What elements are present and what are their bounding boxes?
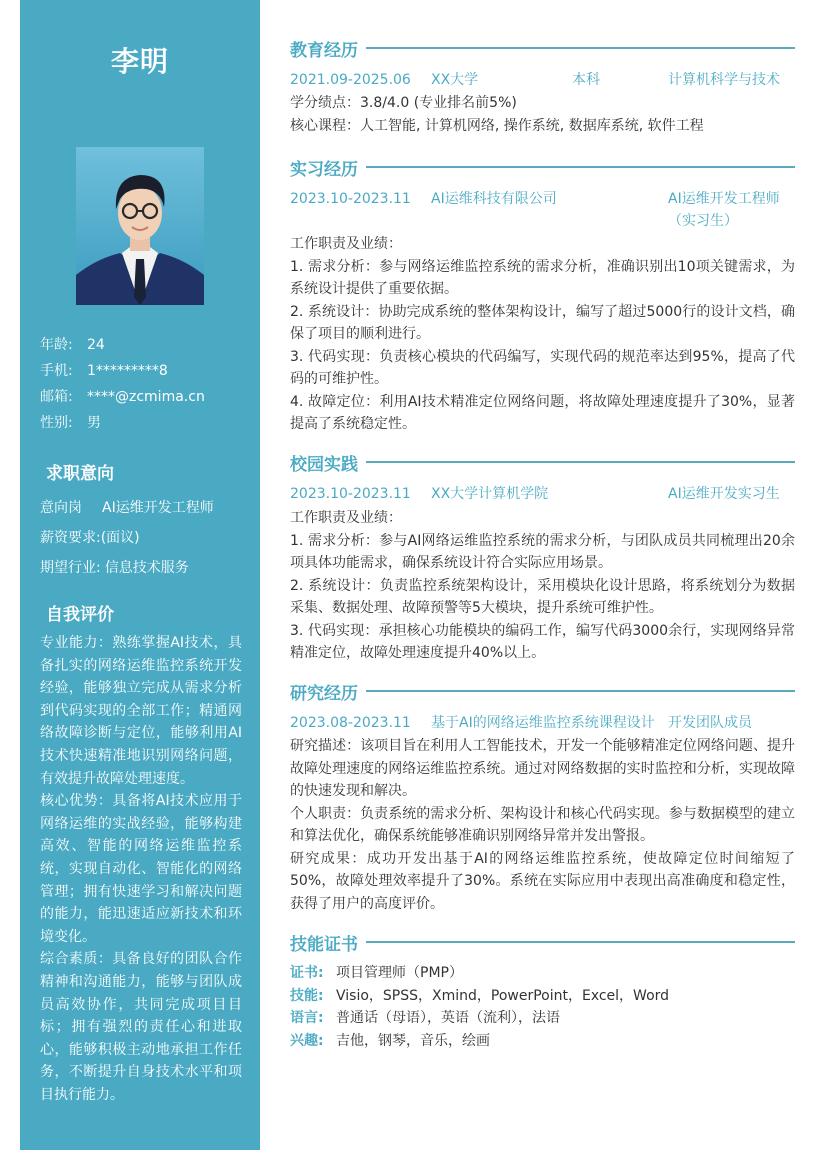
section-divider	[366, 166, 795, 168]
candidate-name: 李明	[110, 45, 169, 78]
campus-details	[290, 507, 795, 665]
campus-line: 1. 需求分析：参与AI网络运维监控系统的需求分析，与团队成员共同梳理出20余项具体功能需求，确保系统设计符合实际应用场景。	[290, 532, 795, 571]
skill-certificate	[290, 962, 795, 985]
skill-languages	[290, 1007, 795, 1030]
intern-role: AI运维开发工程师	[668, 191, 780, 207]
campus-meta	[290, 483, 795, 505]
intern-line: 工作职责及业绩：	[290, 236, 402, 252]
portrait-photo	[76, 147, 204, 305]
info-age	[40, 334, 205, 360]
skill-interests	[290, 1030, 795, 1053]
edu-date: 2021.09-2025.06	[290, 72, 411, 88]
self-eval-paragraph: 综合素质：具备良好的团队合作精神和沟通能力，能够与团队成员高效协作，共同完成项目目标；拥有强烈的责任心和进取心，能够积极主动地承担工作任务，不断提升自身技术水平和项目执行能力。	[40, 951, 242, 1103]
skill-value: 普通话（母语），英语（流利），法语	[336, 1010, 560, 1026]
section-campus	[290, 450, 795, 474]
section-title: 校园实践	[290, 454, 358, 475]
intern-line: 4. 故障定位：利用AI技术精准定位网络问题，将故障处理速度提升了30%，显著提高了系统稳定性。	[290, 393, 795, 432]
intent-heading: 求职意向	[46, 464, 114, 484]
intern-line: 3. 代码实现：负责核心模块的代码编写，实现代码的规范率达到95%，提高了代码的可维护性。	[290, 348, 795, 387]
skills-list	[290, 962, 795, 1052]
section-divider	[366, 461, 795, 463]
section-education	[290, 36, 795, 60]
info-label: 性别:	[40, 415, 73, 431]
section-title: 研究经历	[290, 683, 358, 704]
info-label: 年龄:	[40, 337, 73, 353]
research-meta	[290, 712, 795, 734]
section-title: 技能证书	[290, 934, 358, 955]
skill-tools	[290, 985, 795, 1008]
info-value: 24	[87, 337, 105, 353]
intern-role-suffix: （实习生）	[668, 213, 738, 229]
job-intent	[40, 497, 214, 587]
campus-date: 2023.10-2023.11	[290, 486, 411, 502]
intent-position-value: AI运维开发工程师	[102, 500, 214, 516]
skill-value: Visio，SPSS，Xmind，PowerPoint，Excel，Word	[336, 987, 670, 1004]
sidebar	[20, 0, 260, 1150]
intent-industry	[40, 557, 214, 587]
intern-line: 2. 系统设计：协助完成系统的整体架构设计，编写了超过5000行的设计文档，确保了项目的顺利进行。	[290, 303, 795, 342]
info-label: 邮箱:	[40, 389, 73, 405]
section-skills	[290, 930, 795, 954]
section-internship	[290, 155, 795, 179]
edu-school: XX大学	[431, 72, 479, 88]
self-eval-paragraph: 专业能力：熟练掌握AI技术，具备扎实的网络运维监控系统开发经验，能够独立完成从需求分析到代码实现的全部工作；精通网络故障诊断与定位，能够利用AI技术快速精准地识别网络问题，有效提升故障处理速度。	[40, 635, 242, 787]
campus-line: 3. 代码实现：承担核心功能模块的编码工作，编写代码3000余行，实现网络异常精准定位，故障处理速度提升40%以上。	[290, 622, 795, 661]
section-divider	[366, 941, 795, 943]
campus-line: 工作职责及业绩：	[290, 510, 402, 526]
intern-company: AI运维科技有限公司	[431, 191, 557, 207]
section-research	[290, 679, 795, 703]
intent-salary	[40, 527, 214, 557]
intent-position-label: 意向岗	[40, 500, 82, 516]
intern-date: 2023.10-2023.11	[290, 191, 411, 207]
edu-gpa: 学分绩点：3.8/4.0 (专业排名前5%)	[290, 95, 517, 111]
intern-line: 1. 需求分析：参与网络运维监控系统的需求分析，准确识别出10项关键需求，为系统设计提供了重要依据。	[290, 258, 795, 297]
research-line: 研究成果：成功开发出基于AI的网络运维监控系统，使故障定位时间缩短了50%，故障处理效率提升了30%。系统在实际应用中表现出高准确度和稳定性，获得了用户的高度评价。	[290, 850, 795, 912]
education-details	[290, 92, 795, 137]
intent-industry-label: 期望行业:	[40, 560, 101, 576]
info-email	[40, 386, 205, 412]
info-gender	[40, 412, 205, 438]
campus-role: AI运维开发实习生	[668, 486, 780, 502]
section-title: 教育经历	[290, 40, 358, 61]
self-eval-paragraph: 核心优势：具备将AI技术应用于网络运维的实战经验，能够构建高效、智能的网络运维监控系统，实现自动化、智能化的网络管理；拥有快速学习和解决问题的能力，能迅速适应新技术和环境变化。	[40, 793, 242, 945]
research-date: 2023.08-2023.11	[290, 715, 411, 731]
internship-details	[290, 233, 795, 436]
skill-value: 项目管理师（PMP）	[336, 965, 463, 981]
intent-position	[40, 497, 214, 527]
self-evaluation	[40, 632, 242, 1106]
education-meta	[290, 69, 795, 91]
edu-major: 计算机科学与技术	[668, 72, 780, 88]
campus-org: XX大学计算机学院	[431, 486, 549, 502]
info-phone	[40, 360, 205, 386]
info-value: ****@zcmima.cn	[87, 389, 205, 405]
intent-industry-value: 信息技术服务	[104, 560, 189, 576]
skill-key: 证书:	[290, 965, 324, 981]
skill-key: 兴趣:	[290, 1032, 324, 1049]
info-value: 男	[87, 415, 101, 431]
basic-info	[40, 334, 205, 438]
section-divider	[366, 47, 795, 49]
research-details	[290, 735, 795, 915]
skill-key: 语言:	[290, 1010, 324, 1026]
section-title: 实习经历	[290, 159, 358, 180]
campus-line: 2. 系统设计：负责监控系统架构设计，采用模块化设计思路，将系统划分为数据采集、数据处理、故障预警等5大模块，提升系统可维护性。	[290, 577, 795, 616]
internship-meta	[290, 188, 795, 232]
info-label: 手机:	[40, 363, 73, 379]
research-project: 基于AI的网络运维监控系统课程设计	[431, 715, 655, 731]
edu-degree: 本科	[572, 72, 600, 88]
section-divider	[366, 690, 795, 692]
info-value: 1*********8	[87, 363, 168, 379]
intent-salary-text	[40, 527, 140, 557]
skill-value: 吉他，钢琴，音乐，绘画	[336, 1032, 490, 1049]
edu-courses: 核心课程：人工智能, 计算机网络, 操作系统, 数据库系统, 软件工程	[290, 117, 704, 134]
research-line: 研究描述：该项目旨在利用人工智能技术，开发一个能够精准定位网络问题、提升故障处理速度的网络运维监控系统。通过对网络数据的实时监控和分析，实现故障的快速发现和解决。	[290, 738, 795, 799]
skill-key: 技能:	[290, 987, 324, 1004]
salary-text: 薪资要求:(面议)	[40, 530, 140, 546]
self-eval-heading: 自我评价	[46, 605, 114, 625]
research-role: 开发团队成员	[668, 715, 752, 731]
research-line: 个人职责：负责系统的需求分析、架构设计和核心代码实现。参与数据模型的建立和算法优化，确保系统能够准确识别网络异常并发出警报。	[290, 805, 795, 844]
